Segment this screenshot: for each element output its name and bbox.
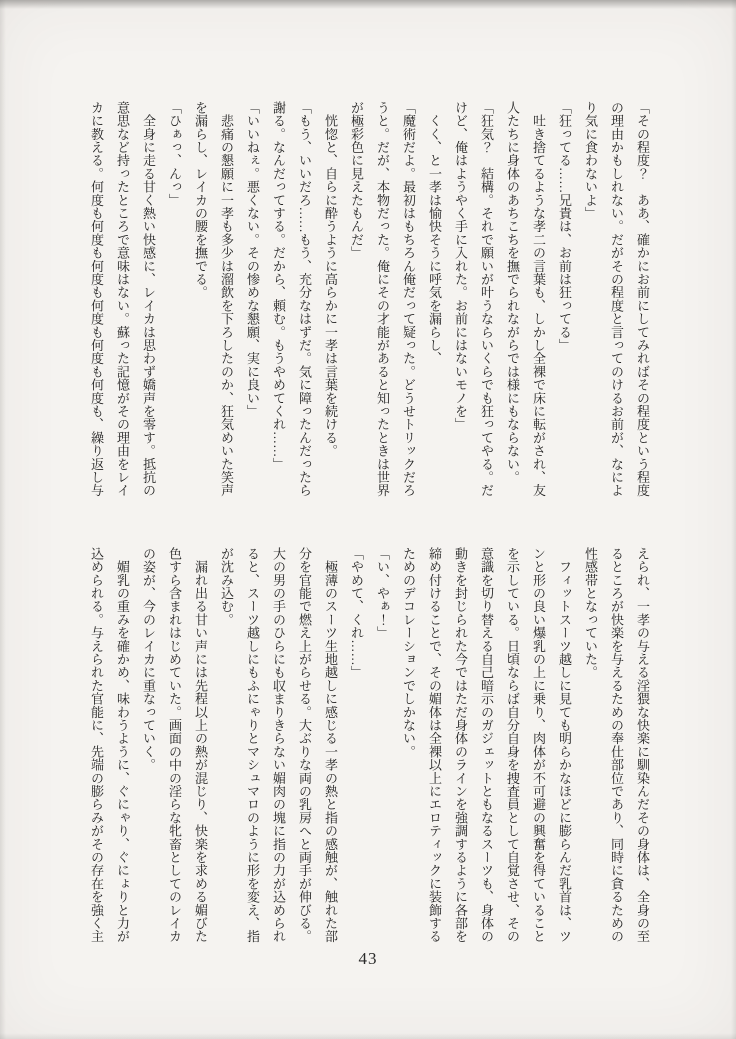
text-line: 色すら含まれはじめていた。画面の中の淫らな牝畜としてのレイカ <box>167 547 182 943</box>
text-line: えられ、一孝の与える淫猥な快楽に馴染んだその身体は、全身の至 <box>635 547 650 943</box>
text-line: けど、俺はようやく手に入れた。お前にはないモノを」 <box>453 101 468 431</box>
text-line: が極彩色に見えたもんだ」 <box>349 101 364 260</box>
text-line: 締め付けることで、その媚体は全裸以上にエロティックに装飾する <box>427 547 442 943</box>
text-line: 「いいねぇ。悪くない。その惨めな懇願、実に良い」 <box>245 101 260 418</box>
text-line: 分を官能で燃え上がらせる。大ぶりな両の乳房へと両手が伸びる。 <box>297 547 312 943</box>
text-line: 謝る。なんだってする。だから、頼む。もうやめてくれ……」 <box>271 101 286 471</box>
text-line: 「狂ってる……兄貴は、お前は狂ってる」 <box>557 101 572 352</box>
text-line: 恍惚と、自らに酔うように高らかに一孝は言葉を続ける。 <box>323 101 338 458</box>
text-line: 「い、やぁ！」 <box>375 547 390 640</box>
text-line: 漏れ出る甘い声には先程以上の熱が混じり、快楽を求める媚びた <box>193 547 208 943</box>
scan-edge-right <box>731 0 736 1039</box>
text-line: 「魔術だよ。最初はもちろん俺だって疑った。どうせトリックだろ <box>401 101 416 497</box>
text-line: を漏らし、レイカの腰を撫でる。 <box>193 101 208 299</box>
text-line: 全身に走る甘く熱い快感に、レイカは思わず嬌声を零す。抵抗の <box>141 101 156 497</box>
text-line: 吐き捨てるような孝二の言葉も、しかし全裸で床に転がされ、友 <box>531 101 546 497</box>
text-line: 「もう、いいだろ……もう、充分なはずだ。気に障ったんだったら <box>297 101 312 497</box>
text-line: くく、と一孝は愉快そうに呼気を漏らし、 <box>427 101 442 365</box>
text-line: が沈み込む。 <box>219 547 234 627</box>
vertical-text-block-bottom <box>83 547 655 943</box>
text-line: るところが快楽を与えるための奉仕部位であり、同時に貪るための <box>609 547 624 943</box>
scan-edge-bottom <box>0 1033 736 1039</box>
text-line: の理由かもしれない。だがその程度と言ってのけるお前が、なによ <box>609 101 624 497</box>
text-line: ると、スーツ越しにもふにゃりとマシュマロのように形を変え、指 <box>245 547 260 943</box>
text-line: 「ひぁっ、んっ」 <box>167 101 182 207</box>
text-line: カに教える。何度も何度も何度も何度も何度も何度も、繰り返し与 <box>89 101 104 497</box>
text-line: 「その程度？ ああ、確かにお前にしてみればその程度という程度 <box>635 101 650 497</box>
text-line: うと。だが、本物だった。俺にその才能があると知ったときは世界 <box>375 101 390 497</box>
text-line: 意思など持ったところで意味はない。蘇った記憶がその理由をレイ <box>115 101 130 497</box>
text-line: 媚乳の重みを確かめ、味わうように、ぐにゃり、ぐにょりと力が <box>115 547 130 943</box>
text-line: 動きを封じられた今ではただ身体のラインを強調するように各部を <box>453 547 468 943</box>
text-line: を示している。日頃ならば自分自身を捜査員として自覚させ、その <box>505 547 520 943</box>
vertical-text-block-top <box>83 101 655 497</box>
text-line: 込められる。与えられた官能に、先端の膨らみがその存在を強く主 <box>89 547 104 943</box>
text-line: 意識を切り替える自己暗示のガジェットともなるスーツも、身体の <box>479 547 494 943</box>
page-number: 43 <box>358 949 378 968</box>
text-line: 「狂気？ 結構。それで願いが叶うならいくらでも狂ってやる。だ <box>479 101 494 497</box>
text-line: 悲痛の懇願に一孝も多少は溜飲を下ろしたのか、狂気めいた笑声 <box>219 101 234 497</box>
text-line: ンと形の良い爆乳の上に乗り、肉体が不可避の興奮を得ていること <box>531 547 546 943</box>
text-line: 性感帯となっていた。 <box>583 547 598 679</box>
scan-edge-left <box>0 0 6 1039</box>
scan-edge-top <box>0 0 736 9</box>
text-line: 極薄のスーツ生地越しに感じる一孝の熱と指の感触が、触れた部 <box>323 547 338 943</box>
text-line: 「やめて、くれ……」 <box>349 547 364 679</box>
text-line: ためのデコレーションでしかない。 <box>401 547 416 759</box>
text-line: 大の男の手のひらにも収まりきらない媚肉の塊に指の力が込められ <box>271 547 286 943</box>
text-line: り気に食わないよ」 <box>583 101 598 220</box>
text-line: 人たちに身体のあちこちを撫でられながらでは様にもならない。 <box>505 101 520 484</box>
text-line: フィットスーツ越しに見ても明らかなほどに膨らんだ乳首は、ツ <box>557 547 572 943</box>
text-line: の姿が、今のレイカに重なっていく。 <box>141 547 156 772</box>
